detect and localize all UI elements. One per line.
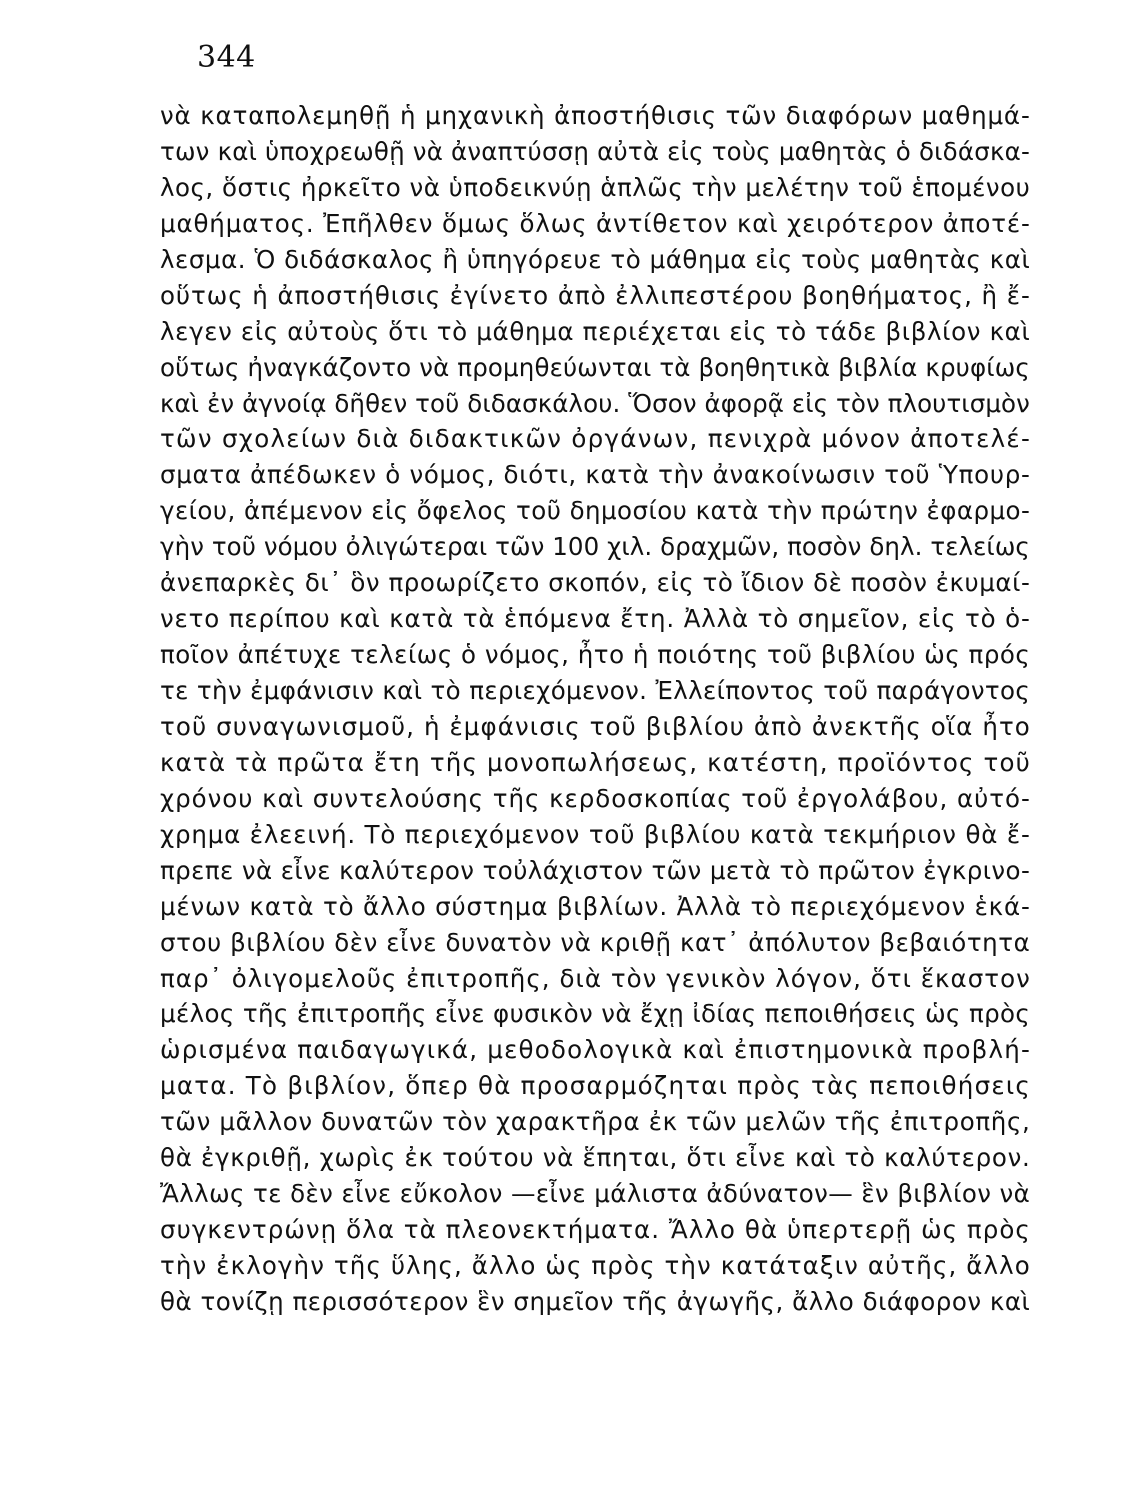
text-line: θὰ τονίζῃ περισσότερον ἓν σημεῖον τῆς ἀγωγῆς, ἄλλο διάφορον καὶ xyxy=(160,1286,1031,1316)
text-line: ποῖον ἀπέτυχε τελείως ὁ νόμος, ἦτο ἡ ποιότης τοῦ βιβλίου ὡς πρός xyxy=(160,640,1031,670)
text-line: κατὰ τὰ πρῶτα ἔτη τῆς μονοπωλήσεως, κατέστη, προϊόντος τοῦ xyxy=(160,747,1031,777)
text-line: στου βιβλίου δὲν εἶνε δυνατὸν νὰ κριθῇ κατ᾿ ἀπόλυτον βεβαιότητα xyxy=(160,927,1031,957)
text-line: οὕτως ἡ ἀποστήθισις ἐγίνετο ἀπὸ ἐλλιπεστέρου βοηθήματος, ἢ ἔ- xyxy=(160,280,1031,310)
text-line: ἀνεπαρκὲς δι᾿ ὃν προωρίζετο σκοπόν, εἰς τὸ ἴδιον δὲ ποσὸν ἐκυμαί- xyxy=(160,568,1031,598)
text-line: γὴν τοῦ νόμου ὀλιγώτεραι τῶν 100 χιλ. δραχμῶν, ποσὸν δηλ. τελείως xyxy=(160,532,1030,562)
text-line: τῶν μᾶλλον δυνατῶν τὸν χαρακτῆρα ἐκ τῶν μελῶν τῆς ἐπιτροπῆς, xyxy=(160,1107,1031,1137)
text-line: μέλος τῆς ἐπιτροπῆς εἶνε φυσικὸν νὰ ἔχῃ ἰδίας πεποιθήσεις ὡς πρὸς xyxy=(160,999,1031,1029)
text-line: μένων κατὰ τὸ ἄλλο σύστημα βιβλίων. Ἀλλὰ τὸ περιεχόμενον ἑκά- xyxy=(160,891,1031,921)
text-line: νὰ καταπολεμηθῇ ἡ μηχανικὴ ἀποστήθισις τῶν διαφόρων μαθημά- xyxy=(160,101,1031,130)
page-number: 344 xyxy=(197,40,256,75)
text-line: λος, ὅστις ἠρκεῖτο νὰ ὑποδεικνύῃ ἁπλῶς τὴν μελέτην τοῦ ἑπομένου xyxy=(160,172,1031,202)
text-line: τε τὴν ἐμφάνισιν καὶ τὸ περιεχόμενον. Ἐλλείποντος τοῦ παράγοντος xyxy=(160,676,1031,705)
text-line: τὴν ἐκλογὴν τῆς ὕλης, ἄλλο ὡς πρὸς τὴν κατάταξιν αὐτῆς, ἄλλο xyxy=(160,1251,1031,1280)
text-line: τῶν σχολείων διὰ διδακτικῶν ὀργάνων, πενιχρὰ μόνον ἀποτελέ- xyxy=(160,424,1032,454)
text-line: πρεπε νὰ εἶνε καλύτερον τοὐλάχιστον τῶν μετὰ τὸ πρῶτον ἐγκρινο- xyxy=(160,855,1031,885)
text-line: τοῦ συναγωνισμοῦ, ἡ ἐμφάνισις τοῦ βιβλίου ἀπὸ ἀνεκτῆς οἵα ἦτο xyxy=(160,711,1031,741)
text-line: νετο περίπου καὶ κατὰ τὰ ἑπόμενα ἔτη. Ἀλλὰ τὸ σημεῖον, εἰς τὸ ὁ- xyxy=(160,604,1031,634)
text-line: χρόνου καὶ συντελούσης τῆς κερδοσκοπίας τοῦ ἐργολάβου, αὐτό- xyxy=(160,783,1031,813)
text-line: γείου, ἀπέμενον εἰς ὄφελος τοῦ δημοσίου κατὰ τὴν πρώτην ἐφαρμο- xyxy=(160,496,1031,526)
text-line: παρ᾿ ὀλιγομελοῦς ἐπιτροπῆς, διὰ τὸν γενικὸν λόγον, ὅτι ἕκαστον xyxy=(160,963,1031,993)
text-line: οὕτως ἠναγκάζοντο νὰ προμηθεύωνται τὰ βοηθητικὰ βιβλία κρυφίως xyxy=(160,352,1030,382)
body-text xyxy=(160,98,1060,1320)
text-line: ματα. Τὸ βιβλίον, ὅπερ θὰ προσαρμόζηται πρὸς τὰς πεποιθήσεις xyxy=(160,1071,1032,1101)
text-line: θὰ ἐγκριθῇ, χωρὶς ἐκ τούτου νὰ ἕπηται, ὅτι εἶνε καὶ τὸ καλύτερον. xyxy=(160,1143,1031,1173)
text-line: λεγεν εἰς αὐτοὺς ὅτι τὸ μάθημα περιέχεται εἰς τὸ τάδε βιβλίον καὶ xyxy=(160,316,1031,346)
text-line: συγκεντρώνῃ ὅλα τὰ πλεονεκτήματα. Ἄλλο θὰ ὑπερτερῇ ὡς πρὸς xyxy=(160,1215,1031,1245)
text-line: ὡρισμένα παιδαγωγικά, μεθοδολογικὰ καὶ ἐπιστημονικὰ προβλή- xyxy=(160,1035,1031,1065)
text-line: σματα ἀπέδωκεν ὁ νόμος, διότι, κατὰ τὴν ἀνακοίνωσιν τοῦ Ὑπουρ- xyxy=(160,460,1031,490)
text-line: Ἄλλως τε δὲν εἶνε εὔκολον —εἶνε μάλιστα ἀδύνατον— ἓν βιβλίον νὰ xyxy=(160,1179,1031,1209)
text-line: μαθήματος. Ἐπῆλθεν ὅμως ὅλως ἀντίθετον καὶ χειρότερον ἀποτέ- xyxy=(160,208,1031,238)
text-line: καὶ ἐν ἀγνοίᾳ δῆθεν τοῦ διδασκάλου. Ὅσον ἀφορᾷ εἰς τὸν πλουτισμὸν xyxy=(160,388,1030,418)
text-line: λεσμα. Ὁ διδάσκαλος ἢ ὑπηγόρευε τὸ μάθημα εἰς τοὺς μαθητὰς καὶ xyxy=(160,244,1031,274)
text-line: των καὶ ὑποχρεωθῇ νὰ ἀναπτύσσῃ αὐτὰ εἰς τοὺς μαθητὰς ὁ διδάσκα- xyxy=(160,136,1031,166)
text-line: χρημα ἐλεεινή. Τὸ περιεχόμενον τοῦ βιβλίου κατὰ τεκμήριον θὰ ἔ- xyxy=(160,819,1031,849)
